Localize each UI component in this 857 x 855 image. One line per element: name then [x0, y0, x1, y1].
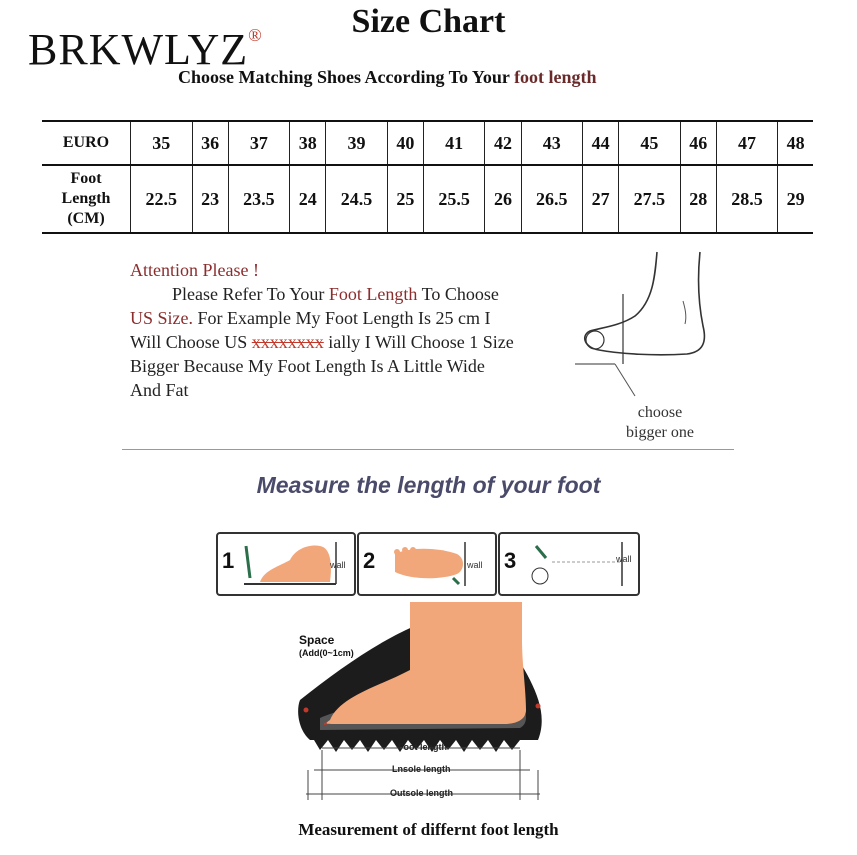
foot-length-cell: 23 [192, 165, 228, 233]
foot-length-cell: 28.5 [716, 165, 778, 233]
choose-bigger-note: choose bigger one [626, 404, 694, 441]
euro-size-cell: 41 [423, 121, 485, 165]
euro-size-cell: 38 [290, 121, 326, 165]
page-subtitle: Choose Matching Shoes According To Your foot length [178, 67, 597, 87]
foot-length-cell: 29 [778, 165, 813, 233]
euro-size-cell: 36 [192, 121, 228, 165]
step-1-panel: 1 wall [216, 532, 356, 596]
foot-length-cell: 25.5 [423, 165, 485, 233]
foot-outline-illustration [575, 246, 725, 406]
euro-row [42, 121, 813, 165]
insole-length-label: Lnsole length [392, 764, 451, 774]
foot-length-cell: 27 [583, 165, 619, 233]
euro-header: EURO [42, 121, 131, 165]
euro-size-cell: 40 [387, 121, 423, 165]
foot-length-label: Foot length [398, 742, 447, 752]
step-2-panel: 2 wall [357, 532, 497, 596]
euro-size-cell: 45 [619, 121, 681, 165]
euro-size-cell: 35 [131, 121, 193, 165]
measure-title: Measure the length of your foot [256, 472, 601, 498]
euro-size-cell: 37 [228, 121, 290, 165]
euro-size-cell: 44 [583, 121, 619, 165]
euro-size-cell: 48 [778, 121, 813, 165]
redacted-size: xxxxxxxx [251, 332, 324, 352]
foot-length-cell: 26.5 [521, 165, 583, 233]
foot-length-cell: 23.5 [228, 165, 290, 233]
attention-heading: Attention Please ! [130, 260, 259, 280]
foot-length-row [42, 165, 813, 233]
outsole-length-label: Outsole length [390, 788, 453, 798]
foot-length-cell: 24 [290, 165, 326, 233]
shoe-cross-section-illustration [290, 600, 560, 810]
measure-line-icon [522, 538, 634, 590]
euro-size-cell: 43 [521, 121, 583, 165]
page-title: Size Chart [351, 3, 506, 40]
brand-logo: BRKWLYZ® [28, 25, 263, 74]
section-divider [122, 449, 734, 450]
size-table [42, 120, 813, 234]
foot-length-cell: 28 [680, 165, 716, 233]
measurement-caption: Measurement of differnt foot length [298, 820, 559, 839]
step-3-panel: 3 wall [498, 532, 640, 596]
space-label: Space (Add(0~1cm) [299, 633, 354, 658]
foot-length-cell: 22.5 [131, 165, 193, 233]
foot-length-cell: 25 [387, 165, 423, 233]
euro-size-cell: 42 [485, 121, 521, 165]
euro-size-cell: 47 [716, 121, 778, 165]
euro-size-cell: 39 [326, 121, 388, 165]
attention-note: Attention Please ! Please Refer To Your Foot Length To Choose US Size. For Example My Foot Length Is 25 cm I Will Choose US xxxxxxxx ially I Will Choose 1 Size Bigger Because My Foot Length Is A Little Wide And Fat [130, 258, 580, 402]
foot-length-cell: 24.5 [326, 165, 388, 233]
foot-length-cell: 27.5 [619, 165, 681, 233]
foot-length-header: Foot Length (CM) [42, 165, 131, 233]
euro-size-cell: 46 [680, 121, 716, 165]
foot-length-cell: 26 [485, 165, 521, 233]
